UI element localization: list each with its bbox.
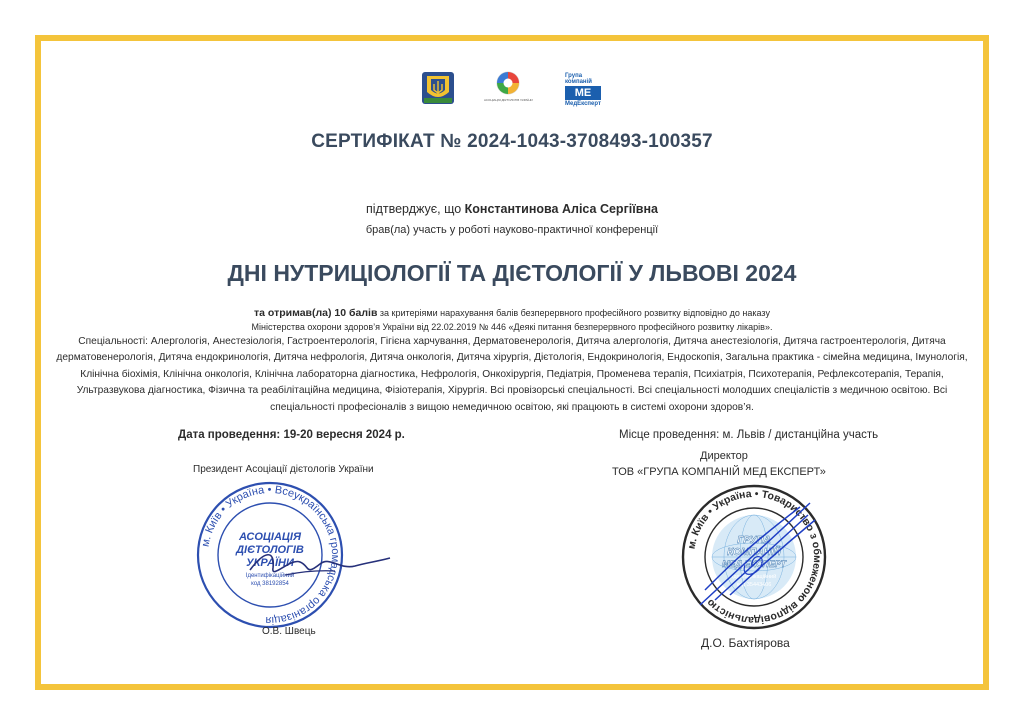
order-line: Міністерства охорони здоров’я України від 22.02.2019 № 446 «Деякі питання безперервного професійного розвитку лікарів». — [251, 322, 773, 332]
right-signature — [690, 495, 820, 615]
right-stamp-line1: ГРУПА — [737, 535, 771, 546]
person-name: Константинова Аліса Сергіївна — [464, 202, 658, 216]
left-stamp-line2: ДІЄТОЛОГІВ — [236, 544, 304, 556]
left-signatory-name: О.В. Швець — [262, 626, 316, 637]
association-logo-caption: АСОЦІАЦІЯ ДІЄТОЛОГІВ УКРАЇНИ — [484, 98, 533, 102]
left-stamp-ring-text: м. Київ • Україна • Всеукраїнська громадська організація — [199, 483, 342, 627]
confirmation-line — [0, 202, 1024, 216]
association-logo — [495, 70, 521, 96]
points-bold: та отримав(ла) 10 балів — [254, 307, 378, 319]
right-signatory-title: Директор — [700, 450, 748, 462]
points-block — [0, 306, 1024, 334]
coat-of-arms-logo — [421, 70, 455, 106]
event-title: ДНІ НУТРИЦІОЛОГІЇ ТА ДІЄТОЛОГІЇ У ЛЬВОВІ 2024 — [227, 260, 797, 286]
event-place: Місце проведення: м. Львів / дистанційна участь — [619, 429, 879, 441]
points-text: за критеріями нарахування балів безперервного професійного розвитку відповідно до наказу — [377, 308, 770, 318]
right-stamp-line3: МЕД ЕКСПЕРТ — [721, 559, 787, 569]
left-stamp-id-label: Ідентифікаційний — [245, 573, 295, 579]
specialties-text: Спеціальності: Алергологія, Анестезіологія, Гастроентерологія, Гігієна харчування, Дерматовенерологія, Дитяча алергологія, Дитяча анестезіологія, Дитяча гастроентерологія, Дитяча дерматовенерологія, Дитяча ендокринологія, Дитяча нефрологія, Дитяча онкологія, Дитяча хірургія, Дієтологія, Ендокринологія, Ендоскопія, Загальна практика - сімейна медицина, Імунологія, Клінічна біохімія, Клінічна онкологія, Клінічна лабораторна діагностика, Нефрологія, Онкохірургія, Педіатрія, Променева терапія, Психіатрія, Психотерапія, Рефлексотерапія, Терапія, Ультразвукова діагностика, Фізична та реабілітаційна медицина, Фізіотерапія, Хірургія. Всі провізорські спеціальності. Всі спеціальності молодших спеціалістів з медичною освітою. Всі спеціальності професіоналів з вищою немедичною освітою, які працюють в системі охорони здоров’я. — [56, 336, 968, 413]
left-stamp-line1: АСОЦІАЦІЯ — [238, 531, 302, 543]
medexpert-logo — [565, 73, 605, 109]
event-date: Дата проведення: 19-20 вересня 2024 р. — [178, 429, 405, 441]
medexpert-logo-bottom-text: МедЕксперт — [565, 101, 601, 107]
right-signatory-company: ТОВ «ГРУПА КОМПАНІЙ МЕД ЕКСПЕРТ» — [612, 466, 826, 478]
left-signature — [245, 540, 395, 585]
right-stamp-id-code: код 35443406 — [736, 582, 772, 588]
logo-row — [0, 70, 1024, 110]
right-stamp-line2: КОМПАНІЙ — [727, 547, 781, 558]
medexpert-mark: МЕ — [565, 86, 601, 100]
participation-line: брав(ла) участь у роботі науково-практичної конференції — [365, 224, 659, 236]
right-signatory-name: Д.О. Бахтіярова — [701, 636, 790, 650]
left-signatory-title: Президент Асоціації дієтологів України — [193, 464, 374, 475]
certificate-title: СЕРТИФІКАТ № 2024-1043-3708493-100357 — [311, 131, 713, 152]
right-stamp-ring-text: м. Київ • Україна • Товариство з обмеженою відповідальністю — [685, 487, 824, 627]
medexpert-logo-top-text: Група компаній — [565, 73, 592, 85]
confirms-prefix: підтверджує, що — [366, 202, 465, 216]
right-stamp-id-label: Ідентифікаційний — [731, 574, 777, 580]
left-stamp-line3: УКРАЇНИ — [246, 557, 294, 569]
left-stamp-id-code: код 38192854 — [251, 581, 289, 587]
points-line — [0, 306, 1024, 320]
